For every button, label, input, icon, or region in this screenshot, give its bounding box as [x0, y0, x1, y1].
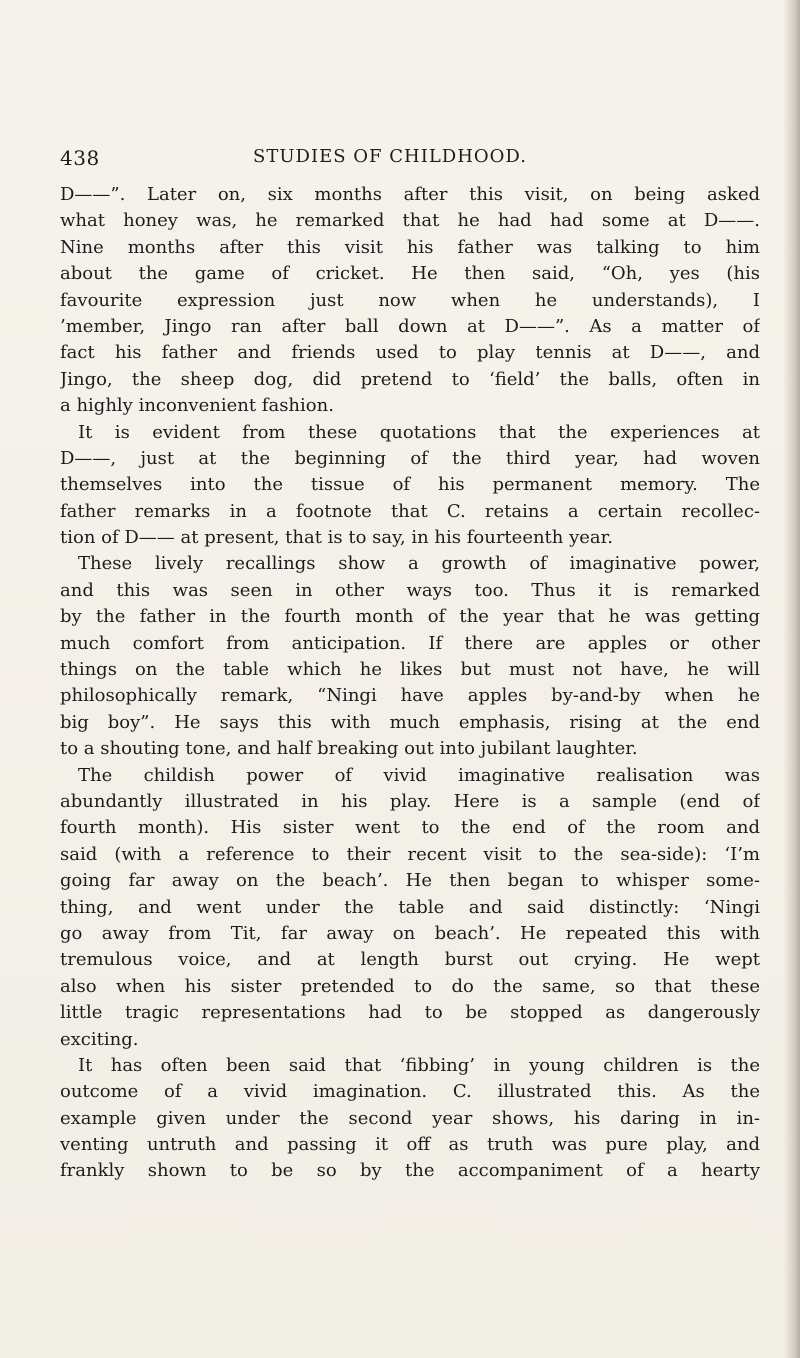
text-line: tion of D—— at present, that is to say, in his fourteenth year. — [60, 527, 614, 549]
running-head: STUDIES OF CHILDHOOD. — [253, 146, 527, 167]
text-line: outcome of a vivid imagination. C. illustrated this. As the — [60, 1081, 760, 1103]
text-line: little tragic representations had to be stopped as dangerously — [60, 1002, 760, 1024]
text-line: going far away on the beach’. He then began to whisper some- — [60, 870, 760, 892]
text-line: venting untruth and passing it off as truth was pure play, and — [60, 1134, 760, 1156]
page-number: 438 — [60, 146, 100, 170]
text-line: fourth month). His sister went to the end of the room and — [60, 817, 760, 839]
text-line: It is evident from these quotations that the experiences at — [78, 421, 760, 443]
text-line: tremulous voice, and at length burst out crying. He wept — [60, 949, 760, 971]
text-line: exciting. — [60, 1028, 139, 1050]
text-line: things on the table which he likes but must not have, he will — [60, 659, 760, 681]
text-line: also when his sister pretended to do the same, so that these — [60, 975, 760, 997]
page-header — [60, 146, 760, 174]
text-line: themselves into the tissue of his permanent memory. The — [60, 474, 760, 496]
text-line: go away from Tit, far away on beach’. He repeated this with — [60, 922, 760, 944]
text-line: to a shouting tone, and half breaking out into jubilant laughter. — [60, 738, 638, 760]
text-line: ’member, Jingo ran after ball down at D——”. As a matter of — [60, 315, 760, 337]
text-line: It has often been said that ‘fibbing’ in young children is the — [78, 1054, 760, 1076]
text-line: frankly shown to be so by the accompaniment of a hearty — [60, 1160, 760, 1182]
text-line: philosophically remark, “Ningi have apples by-and-by when he — [60, 685, 760, 707]
text-line: a highly inconvenient fashion. — [60, 395, 334, 417]
text-line: Nine months after this visit his father was talking to him — [60, 236, 760, 258]
text-line: by the father in the fourth month of the year that he was getting — [60, 606, 760, 628]
text-line: said (with a reference to their recent visit to the sea-side): ‘I’m — [60, 843, 760, 865]
text-line: The childish power of vivid imaginative realisation was — [78, 764, 760, 786]
text-line: These lively recallings show a growth of imaginative power, — [78, 553, 760, 575]
text-line: abundantly illustrated in his play. Here is a sample (end of — [60, 790, 760, 812]
text-line: big boy”. He says this with much emphasis, rising at the end — [60, 711, 760, 733]
text-line: what honey was, he remarked that he had had some at D——. — [60, 210, 760, 232]
page-edge — [784, 0, 800, 1358]
text-line: and this was seen in other ways too. Thus it is remarked — [60, 579, 760, 601]
body-text — [60, 182, 760, 1185]
text-line: favourite expression just now when he understands), I — [60, 289, 760, 311]
text-line: Jingo, the sheep dog, did pretend to ‘field’ the balls, often in — [60, 368, 760, 390]
text-line: fact his father and friends used to play tennis at D——, and — [60, 342, 760, 364]
text-line: father remarks in a footnote that C. retains a certain recollec- — [60, 500, 760, 522]
text-line: about the game of cricket. He then said, “Oh, yes (his — [60, 263, 760, 285]
text-line: example given under the second year shows, his daring in in- — [60, 1107, 760, 1129]
text-line: thing, and went under the table and said distinctly: ‘Ningi — [60, 896, 760, 918]
text-line: D——”. Later on, six months after this visit, on being asked — [60, 184, 760, 205]
text-line: much comfort from anticipation. If there are apples or other — [60, 632, 760, 654]
text-line: D——, just at the beginning of the third year, had woven — [60, 447, 760, 469]
